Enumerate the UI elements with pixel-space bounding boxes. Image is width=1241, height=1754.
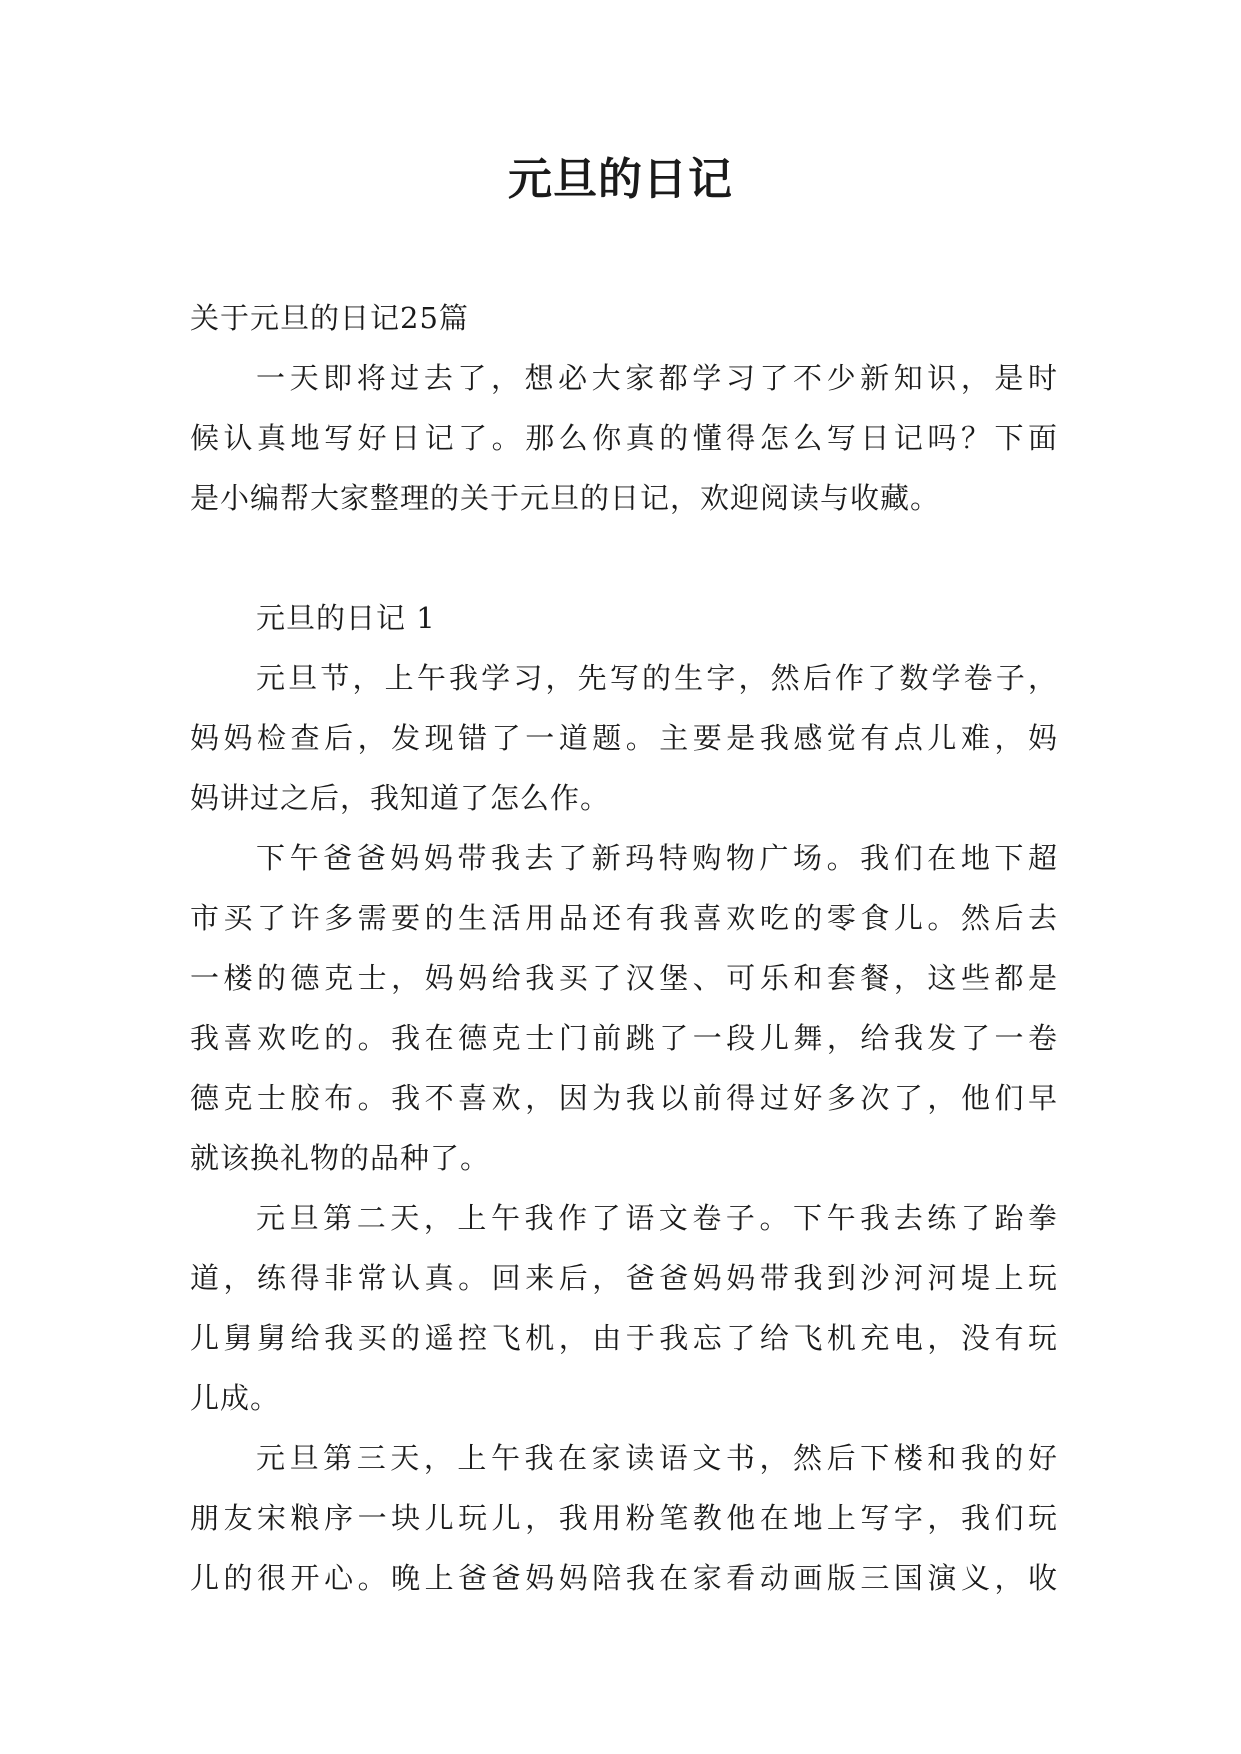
paragraph-line: 元旦第三天，上午我在家读语文书，然后下楼和我的好 xyxy=(256,1441,1058,1475)
intro-paragraph xyxy=(190,348,1058,528)
paragraph-line: 儿舅舅给我买的遥控飞机，由于我忘了给飞机充电，没有玩 xyxy=(190,1321,1058,1355)
paragraph-line: 元旦第二天，上午我作了语文卷子。下午我去练了跆拳 xyxy=(256,1201,1058,1235)
paragraph-2 xyxy=(190,828,1058,1188)
entry-heading: 元旦的日记 1 xyxy=(256,601,436,635)
document-body xyxy=(190,288,1058,1608)
paragraph-line: 儿的很开心。晚上爸爸妈妈陪我在家看动画版三国演义，收 xyxy=(190,1561,1058,1595)
paragraph-line: 就该换礼物的品种了。 xyxy=(190,1141,491,1175)
paragraph-line: 德克士胶布。我不喜欢，因为我以前得过好多次了，他们早 xyxy=(190,1081,1058,1115)
intro-line: 一天即将过去了，想必大家都学习了不少新知识，是时 xyxy=(256,361,1058,395)
paragraph-line: 道，练得非常认真。回来后，爸爸妈妈带我到沙河河堤上玩 xyxy=(190,1261,1058,1295)
paragraph-line: 妈妈检查后，发现错了一道题。主要是我感觉有点儿难，妈 xyxy=(190,721,1058,755)
document-title: 元旦的日记 xyxy=(508,154,733,205)
document-subtitle: 关于元旦的日记25篇 xyxy=(190,301,469,335)
paragraph-line: 我喜欢吃的。我在德克士门前跳了一段儿舞，给我发了一卷 xyxy=(190,1021,1058,1055)
paragraph-line: 妈讲过之后，我知道了怎么作。 xyxy=(190,781,611,815)
intro-line: 候认真地写好日记了。那么你真的懂得怎么写日记吗？下面 xyxy=(190,421,1058,455)
paragraph-line: 一楼的德克士，妈妈给我买了汉堡、可乐和套餐，这些都是 xyxy=(190,961,1058,995)
paragraph-line: 朋友宋粮序一块儿玩儿，我用粉笔教他在地上写字，我们玩 xyxy=(190,1501,1058,1535)
paragraph-line: 下午爸爸妈妈带我去了新玛特购物广场。我们在地下超 xyxy=(256,841,1058,875)
paragraph-3 xyxy=(190,1188,1058,1428)
paragraph-line: 市买了许多需要的生活用品还有我喜欢吃的零食儿。然后去 xyxy=(190,901,1058,935)
paragraph-line: 元旦节，上午我学习，先写的生字，然后作了数学卷子， xyxy=(256,661,1058,695)
paragraph-1 xyxy=(190,648,1058,828)
intro-line: 是小编帮大家整理的关于元旦的日记，欢迎阅读与收藏。 xyxy=(190,481,941,515)
paragraph-4 xyxy=(190,1428,1058,1608)
paragraph-spacer xyxy=(190,528,1058,588)
paragraph-line: 儿成。 xyxy=(190,1381,281,1415)
